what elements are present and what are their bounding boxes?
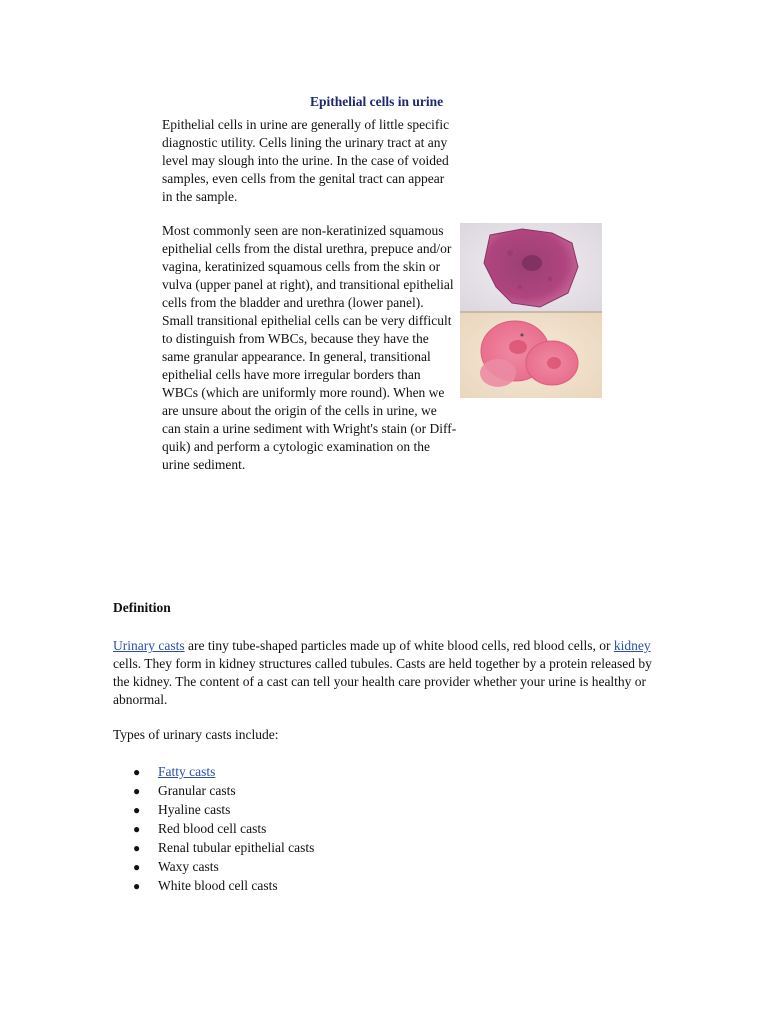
list-item-label: Red blood cell casts [158,821,267,836]
description-paragraph: Most commonly seen are non-keratinized squamous epithelial cells from the distal urethra, prepuce and/or vagina, keratinized squamous cells from the skin or vulva (upper panel at right), and transitional epithelial cells from the bladder and urethra (lower panel). Small transitional epithelial cells can be very difficult to distinguish from WBCs, because they have the same granular appearance. In general, transitional epithelial cells have more irregular borders than WBCs (which are uniformly more round). When we are unsure about the origin of the cells in urine, we can stain a urine sediment with Wright's stain (or Diff-quik) and perform a cytologic examination on the urine sediment. [162,223,457,472]
bullet-icon: ● [133,860,141,874]
micrograph-svg [460,223,602,398]
definition-text-2: cells. They form in kidney structures called tubules. Casts are held together by a protein released by the kidney. The content of a cast can tell your health care provider whether your urine is healthy or abnormal. [113,656,652,707]
bullet-icon: ● [133,822,141,836]
list-item [113,820,314,839]
page-title: Epithelial cells in urine [310,94,444,109]
kidney-link[interactable]: kidney [613,638,651,653]
bullet-icon: ● [133,879,141,893]
upper-cell-nucleus [522,255,542,271]
definition-text-1: are tiny tube-shaped particles made up of white blood cells, red blood cells, or [184,638,614,653]
list-item [113,782,314,801]
list-item-label: Hyaline casts [158,802,231,817]
definition-heading: Definition [113,600,171,615]
list-item [113,858,314,877]
list-item-label: White blood cell casts [158,878,278,893]
intro-paragraph: Epithelial cells in urine are generally of little specific diagnostic utility. Cells lining the urinary tract at any level may slough into the urine. In the case of voided samples, even cells from the genital tract can appear in the sample. [162,117,450,204]
list-item-label: Granular casts [158,783,236,798]
definition-paragraph [113,637,653,709]
list-item-label: Renal tubular epithelial casts [158,840,315,855]
types-intro: Types of urinary casts include: [113,727,279,742]
bullet-icon: ● [133,784,141,798]
list-item [113,877,314,896]
bullet-icon: ● [133,803,141,817]
urinary-casts-link[interactable]: Urinary casts [113,638,185,653]
cast-types-list [113,763,314,896]
list-item [113,801,314,820]
bullet-icon: ● [133,765,141,779]
list-item [113,763,314,782]
bullet-icon: ● [133,841,141,855]
transitional-cell-3 [480,359,516,387]
epithelial-cell-micrographs [460,223,602,398]
fatty-casts-link[interactable]: Fatty casts [158,764,216,779]
list-item-label: Waxy casts [158,859,219,874]
list-item [113,839,314,858]
